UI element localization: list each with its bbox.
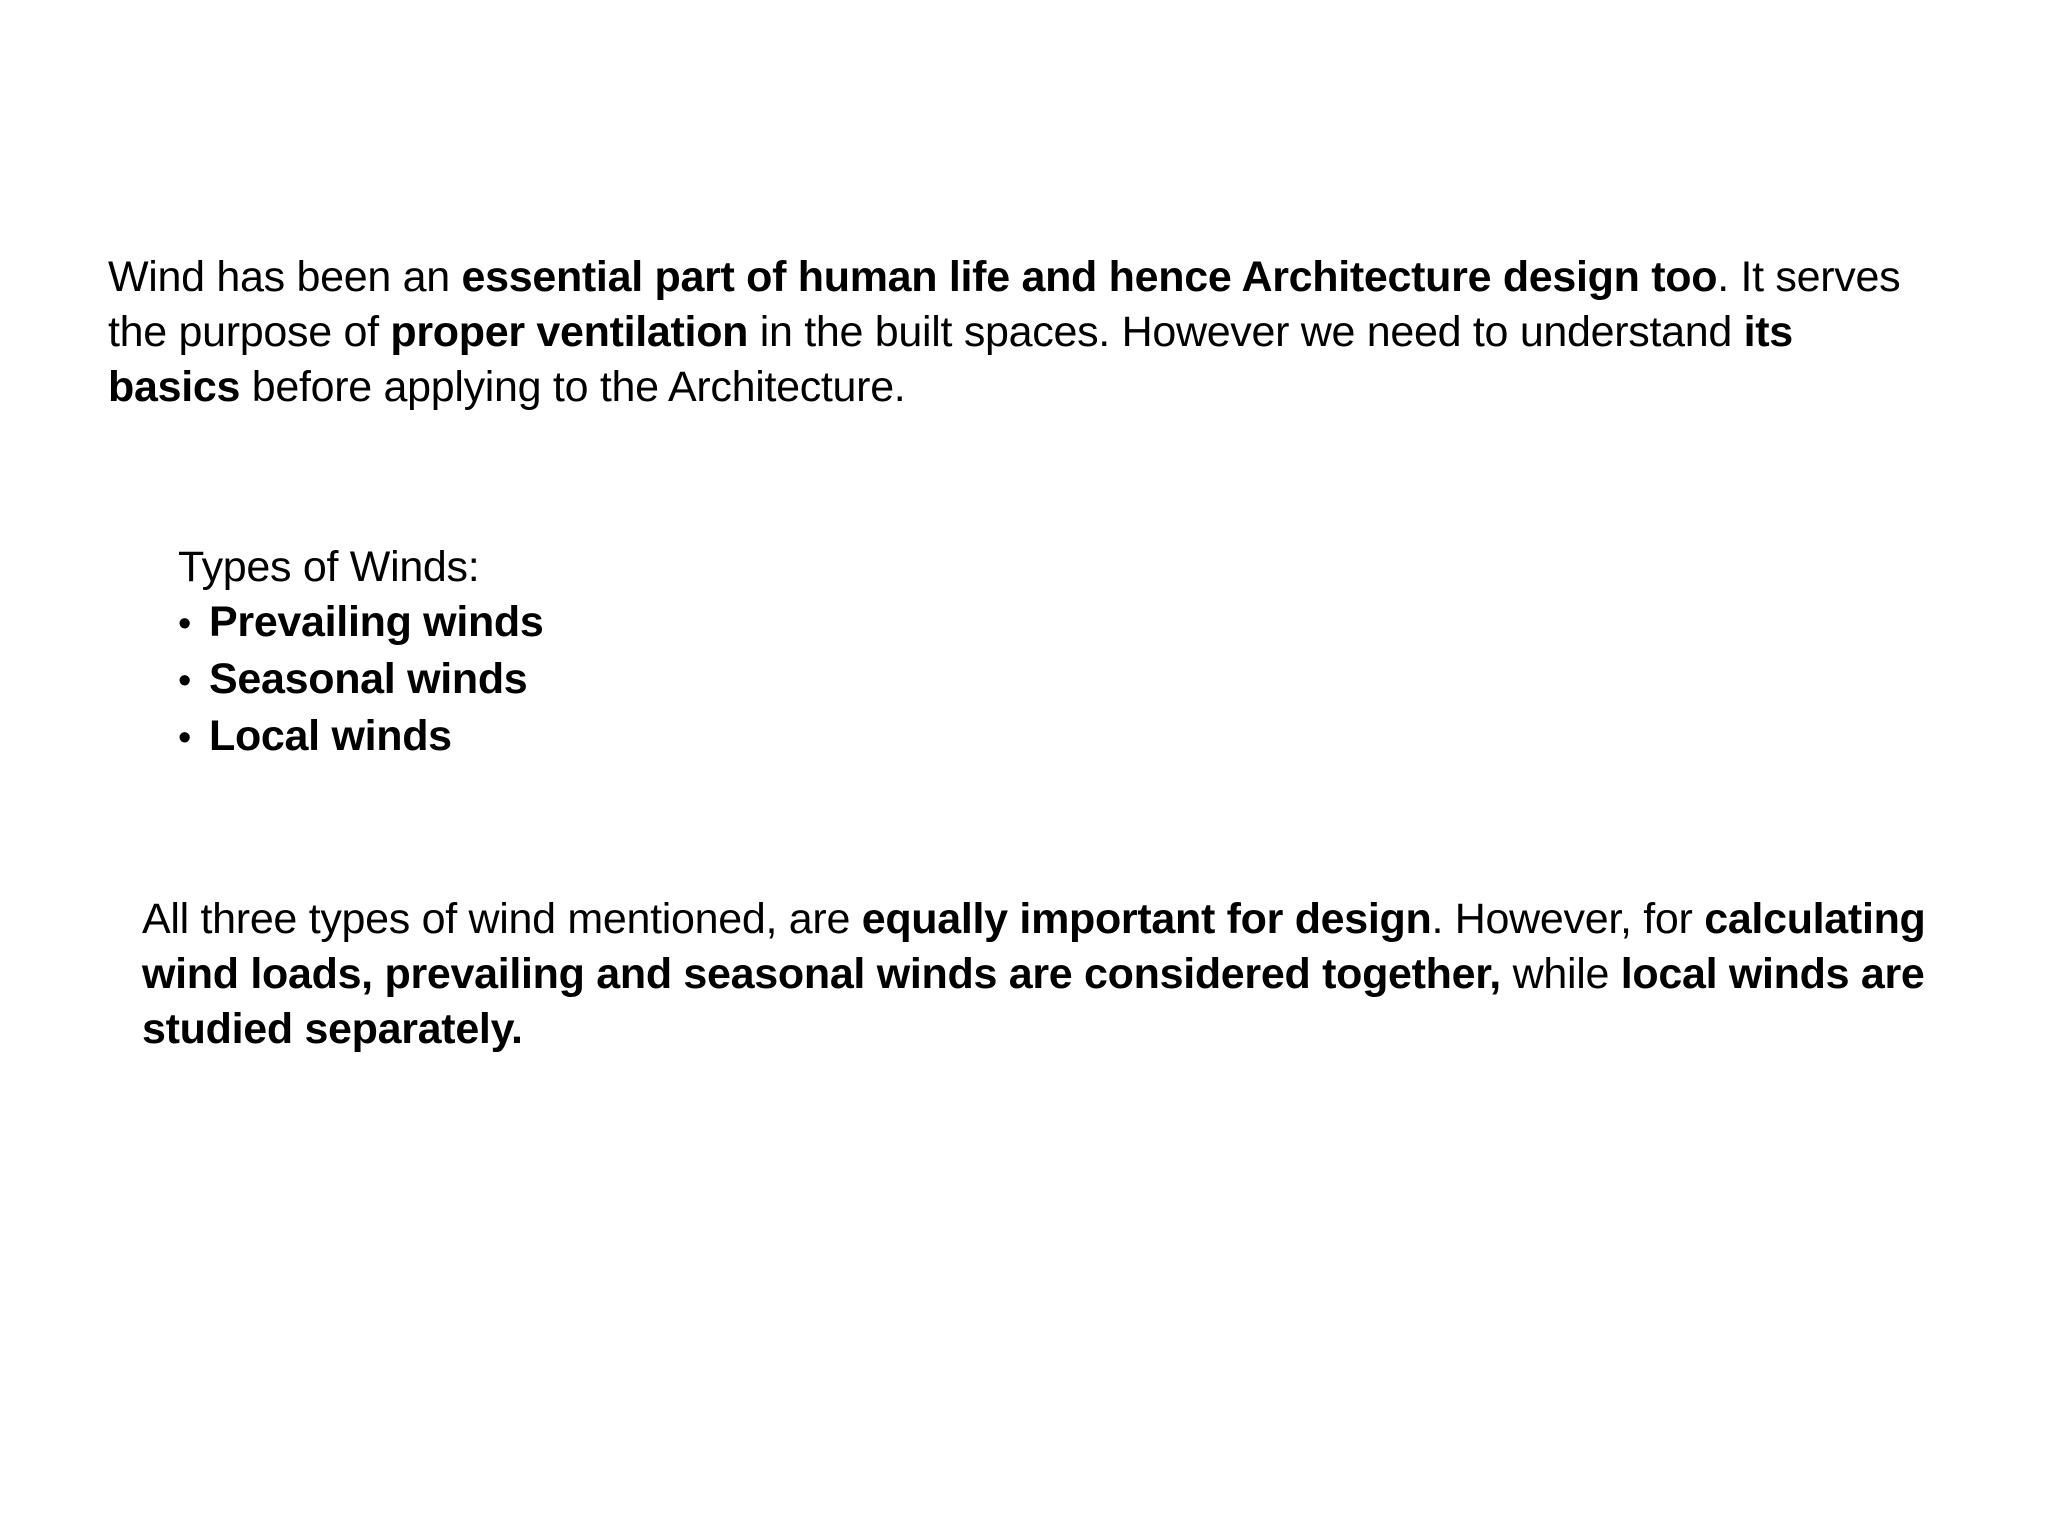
summary-text-2: . However, for [1431, 895, 1705, 943]
summary-text-1: All three types of wind mentioned, are [142, 895, 862, 943]
list-item-seasonal-winds [178, 652, 1078, 709]
intro-text-2: . It serves the purpose of [108, 253, 1901, 356]
summary-text-3: while [1500, 950, 1621, 998]
list-item-label: Seasonal winds [209, 655, 528, 703]
summary-bold-1: equally important for design [861, 895, 1432, 943]
summary-bold-2: calculating wind loads, prevailing and seasonal winds are considered together, [142, 895, 1926, 998]
summary-paragraph [142, 892, 1942, 1057]
list-item-label: Prevailing winds [209, 598, 544, 646]
intro-paragraph [108, 250, 1928, 415]
list-item-local-winds [178, 709, 1078, 766]
intro-text-4: before applying to the Architecture. [240, 363, 906, 411]
intro-bold-3: its basics [108, 308, 1793, 411]
intro-text-1: Wind has been an [108, 253, 462, 301]
intro-bold-1: essential part of human life and hence Architecture design too [461, 253, 1718, 301]
intro-bold-2: proper ventilation [390, 308, 749, 356]
wind-types-list [178, 595, 1078, 766]
summary-bold-3: local winds are studied separately. [142, 950, 1925, 1053]
list-item-label: Local winds [209, 712, 452, 760]
bullet-icon: • [178, 603, 192, 645]
list-item-prevailing-winds [178, 595, 1078, 652]
bullet-icon: • [178, 717, 192, 759]
wind-types-block [178, 540, 1078, 766]
bullet-icon: • [178, 660, 192, 702]
wind-types-heading: Types of Winds: [178, 543, 480, 591]
intro-text-3: in the built spaces. However we need to understand [748, 308, 1744, 356]
